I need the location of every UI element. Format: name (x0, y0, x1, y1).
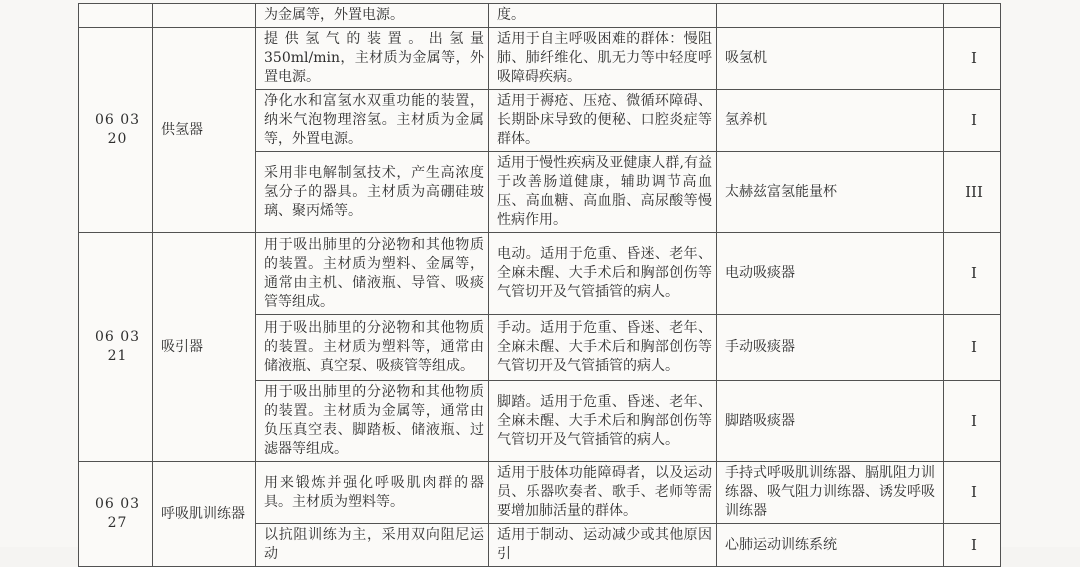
description-cell: 提供氢气的装置。出氢量 350ml/min，主材质为金属等，外置电源。 (256, 28, 489, 90)
product-name-cell: 电动吸痰器 (717, 233, 944, 315)
applicable-scope-cell: 度。 (489, 4, 717, 28)
device-classification-table (78, 3, 1001, 567)
description-cell: 为金属等，外置电源。 (256, 4, 489, 28)
description-cell: 净化水和富氢水双重功能的装置，纳米气泡物理溶氢。主材质为金属等，外置电源。 (256, 90, 489, 152)
class-cell: I (944, 381, 1001, 462)
category-cell: 呼吸肌训练器 (153, 462, 256, 567)
description-cell: 以抗阻训练为主，采用双向阻尼运动 (256, 524, 489, 567)
table-row (79, 233, 1001, 315)
description-cell: 用于吸出肺里的分泌物和其他物质的装置。主材质为塑料、金属等，通常由主机、储液瓶、导管、吸痰管等组成。 (256, 233, 489, 315)
class-cell: I (944, 90, 1001, 152)
product-name-cell: 太赫兹富氢能量杯 (717, 152, 944, 233)
product-name-cell: 手动吸痰器 (717, 315, 944, 381)
applicable-scope-cell: 适用于褥疮、压疮、微循环障碍、长期卧床导致的便秘、口腔炎症等群体。 (489, 90, 717, 152)
category-cell: 吸引器 (153, 233, 256, 462)
applicable-scope-cell: 电动。适用于危重、昏迷、老年、全麻未醒、大手术后和胸部创伤等气管切开及气管插管的病人。 (489, 233, 717, 315)
description-cell: 用于吸出肺里的分泌物和其他物质的装置。主材质为金属等，通常由负压真空表、脚踏板、储液瓶、过滤器等组成。 (256, 381, 489, 462)
code-cell: 06 03 21 (79, 233, 153, 462)
description-cell: 用来锻炼并强化呼吸肌肉群的器具。主材质为塑料等。 (256, 462, 489, 524)
description-cell: 用于吸出肺里的分泌物和其他物质的装置。主材质为塑料等，通常由储液瓶、真空泵、吸痰管等组成。 (256, 315, 489, 381)
product-name-cell: 心肺运动训练系统 (717, 524, 944, 567)
code-cell (79, 4, 153, 28)
product-name-cell: 氢养机 (717, 90, 944, 152)
product-name-cell (717, 4, 944, 28)
class-cell: I (944, 462, 1001, 524)
product-name-cell: 吸氢机 (717, 28, 944, 90)
code-cell: 06 03 20 (79, 28, 153, 233)
product-name-cell: 脚踏吸痰器 (717, 381, 944, 462)
code-cell: 06 03 27 (79, 462, 153, 567)
table-row (79, 28, 1001, 90)
table-row (79, 462, 1001, 524)
class-cell: I (944, 28, 1001, 90)
applicable-scope-cell: 适用于慢性疾病及亚健康人群,有益于改善肠道健康，辅助调节高血压、高血糖、高血脂、高尿酸等慢性病作用。 (489, 152, 717, 233)
class-cell: III (944, 152, 1001, 233)
class-cell (944, 4, 1001, 28)
category-cell (153, 4, 256, 28)
class-cell: I (944, 524, 1001, 567)
applicable-scope-cell: 脚踏。适用于危重、昏迷、老年、全麻未醒、大手术后和胸部创伤等气管切开及气管插管的病人。 (489, 381, 717, 462)
class-cell: I (944, 233, 1001, 315)
product-name-cell: 手持式呼吸肌训练器、膈肌阻力训练器、吸气阻力训练器、诱发呼吸训练器 (717, 462, 944, 524)
applicable-scope-cell: 适用于制动、运动减少或其他原因引 (489, 524, 717, 567)
class-cell: I (944, 315, 1001, 381)
applicable-scope-cell: 适用于肢体功能障碍者，以及运动员、乐器吹奏者、歌手、老师等需要增加肺活量的群体。 (489, 462, 717, 524)
category-cell: 供氢器 (153, 28, 256, 233)
description-cell: 采用非电解制氢技术，产生高浓度氢分子的器具。主材质为高硼硅玻璃、聚丙烯等。 (256, 152, 489, 233)
applicable-scope-cell: 适用于自主呼吸困难的群体：慢阻肺、肺纤维化、肌无力等中轻度呼吸障碍疾病。 (489, 28, 717, 90)
applicable-scope-cell: 手动。适用于危重、昏迷、老年、全麻未醒、大手术后和胸部创伤等气管切开及气管插管的病人。 (489, 315, 717, 381)
table-row-continuation (79, 4, 1001, 28)
